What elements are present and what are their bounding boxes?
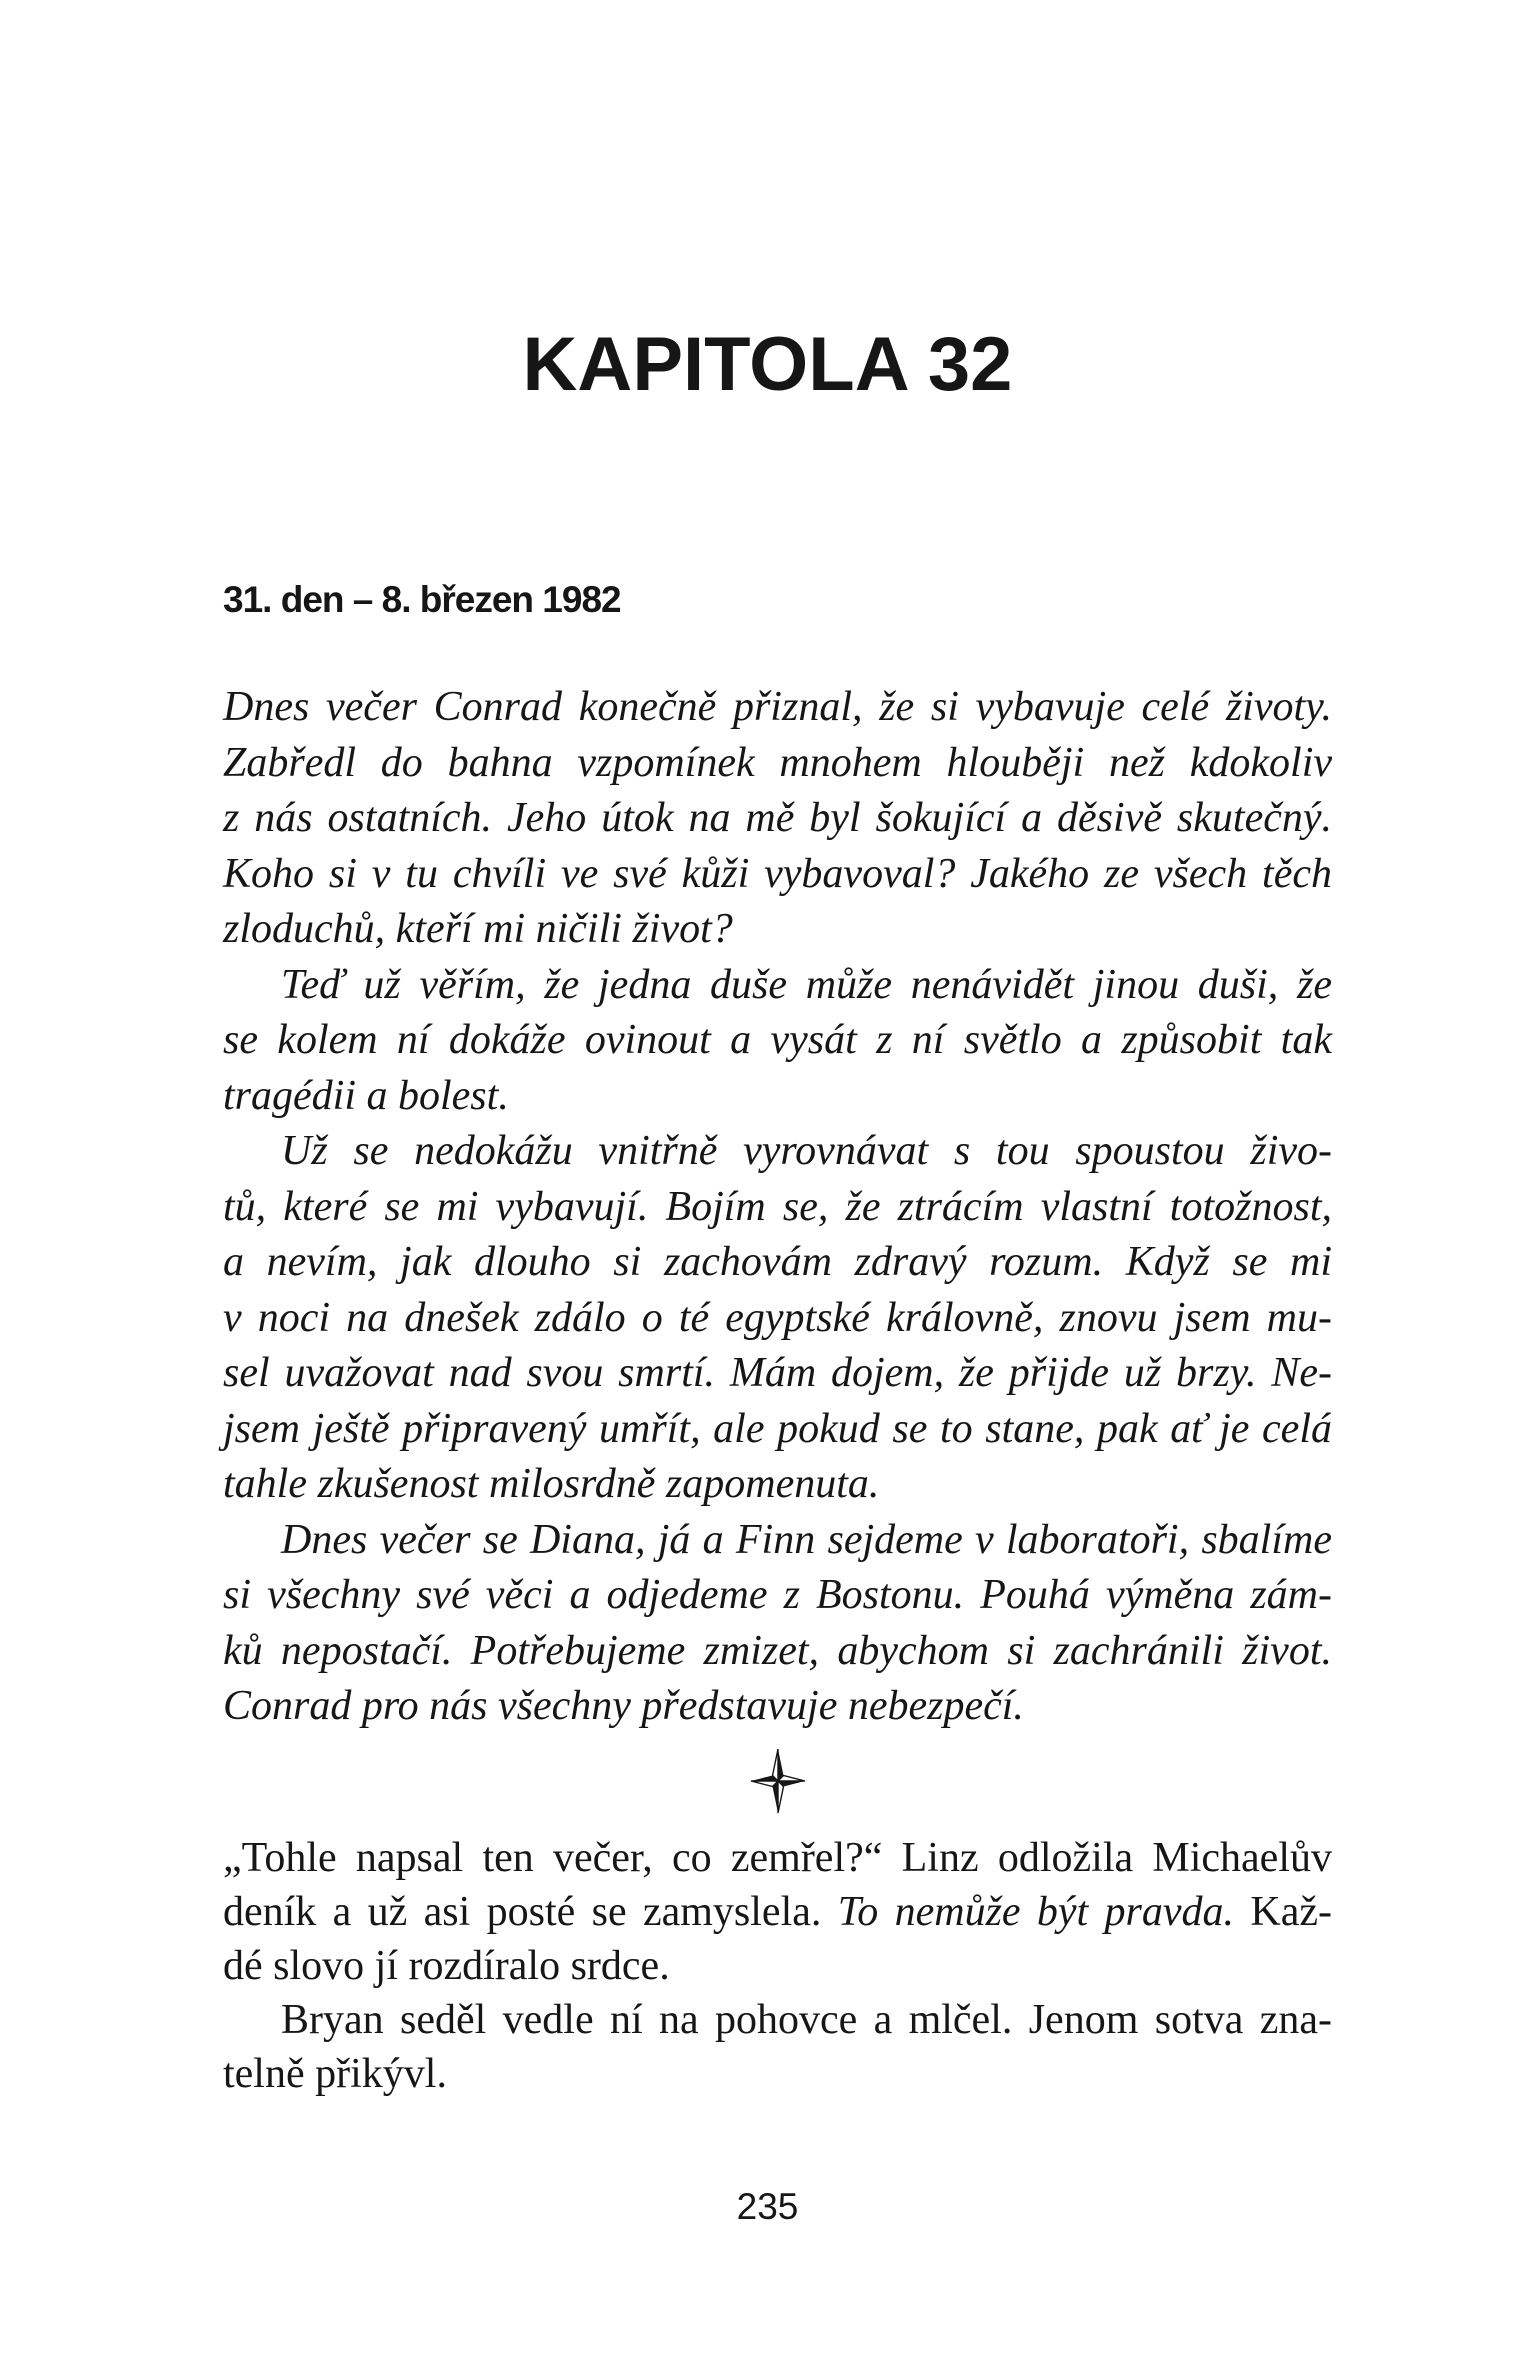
text-line: si všechny své věci a odjedeme z Bostonu. Pouhá výměna zám- [223, 1572, 1332, 1618]
text-line: tahle zkušenost milosrdně zapomenuta. [223, 1461, 880, 1507]
text-line: dé slovo jí rozdíralo srdce. [223, 1943, 670, 1989]
four-pointed-star-icon [750, 1748, 806, 1814]
text-line: Už se nedokážu vnitřně vyrovnávat s tou spoustou živo- [281, 1128, 1332, 1174]
text-span: deník a už asi posté se zamyslela. [223, 1889, 838, 1935]
text-line: zloduchů, kteří mi ničili život? [223, 906, 733, 952]
text-line: Conrad pro nás všechny představuje nebezpečí. [223, 1683, 1024, 1729]
text-line: tů, které se mi vybavují. Bojím se, že ztrácím vlastní totožnost, [223, 1183, 1332, 1230]
text-line: z nás ostatních. Jeho útok na mě byl šokující a děsivě skutečný. [223, 795, 1332, 841]
section-heading: 31. den – 8. březen 1982 [223, 579, 621, 620]
text-line: „Tohle napsal ten večer, co zemřel?“ Linz odložila Michaelův [223, 1835, 1332, 1881]
text-span: Kaž- [1234, 1889, 1333, 1935]
italic-phrase: To nemůže být pravda. [837, 1889, 1235, 1935]
text-line: Dnes večer Conrad konečně přiznal, že si vybavuje celé životy. [223, 684, 1332, 730]
text-line: jsem ještě připravený umřít, ale pokud se to stane, pak ať je celá [223, 1405, 1332, 1452]
text-line: ků nepostačí. Potřebujeme zmizet, abychom si zachránili život. [223, 1627, 1332, 1674]
section-divider [223, 1748, 1332, 1814]
page-number: 235 [736, 2186, 799, 2227]
text-line: Teď už věřím, že jedna duše může nenávidět jinou duši, že [281, 961, 1332, 1008]
text-line: a nevím, jak dlouho si zachovám zdravý rozum. Když se mi [223, 1239, 1332, 1285]
text-line: tragédii a bolest. [223, 1072, 509, 1119]
diary-section [223, 680, 1332, 1735]
text-line: Bryan seděl vedle ní na pohovce a mlčel. Jenom sotva zna- [281, 1997, 1332, 2043]
text-line: Zabředl do bahna vzpomínek mnohem hlouběji než kdokoliv [223, 739, 1332, 786]
text-line: sel uvažovat nad svou smrtí. Mám dojem, že přijde už brzy. Ne- [223, 1350, 1332, 1396]
text-line: telně přikývl. [223, 2051, 447, 2097]
narrative-section [223, 1831, 1332, 2101]
chapter-title: KAPITOLA 32 [522, 322, 1013, 407]
text-line [223, 1885, 1332, 1939]
text-line: v noci na dnešek zdálo o té egyptské královně, znovu jsem mu- [223, 1294, 1332, 1341]
text-line: Koho si v tu chvíli ve své kůži vybavoval? Jakého ze všech těch [223, 850, 1332, 897]
text-line: se kolem ní dokáže ovinout a vysát z ní světlo a způsobit tak [223, 1017, 1332, 1063]
text-line: Dnes večer se Diana, já a Finn sejdeme v laboratoři, sbalíme [281, 1516, 1332, 1563]
